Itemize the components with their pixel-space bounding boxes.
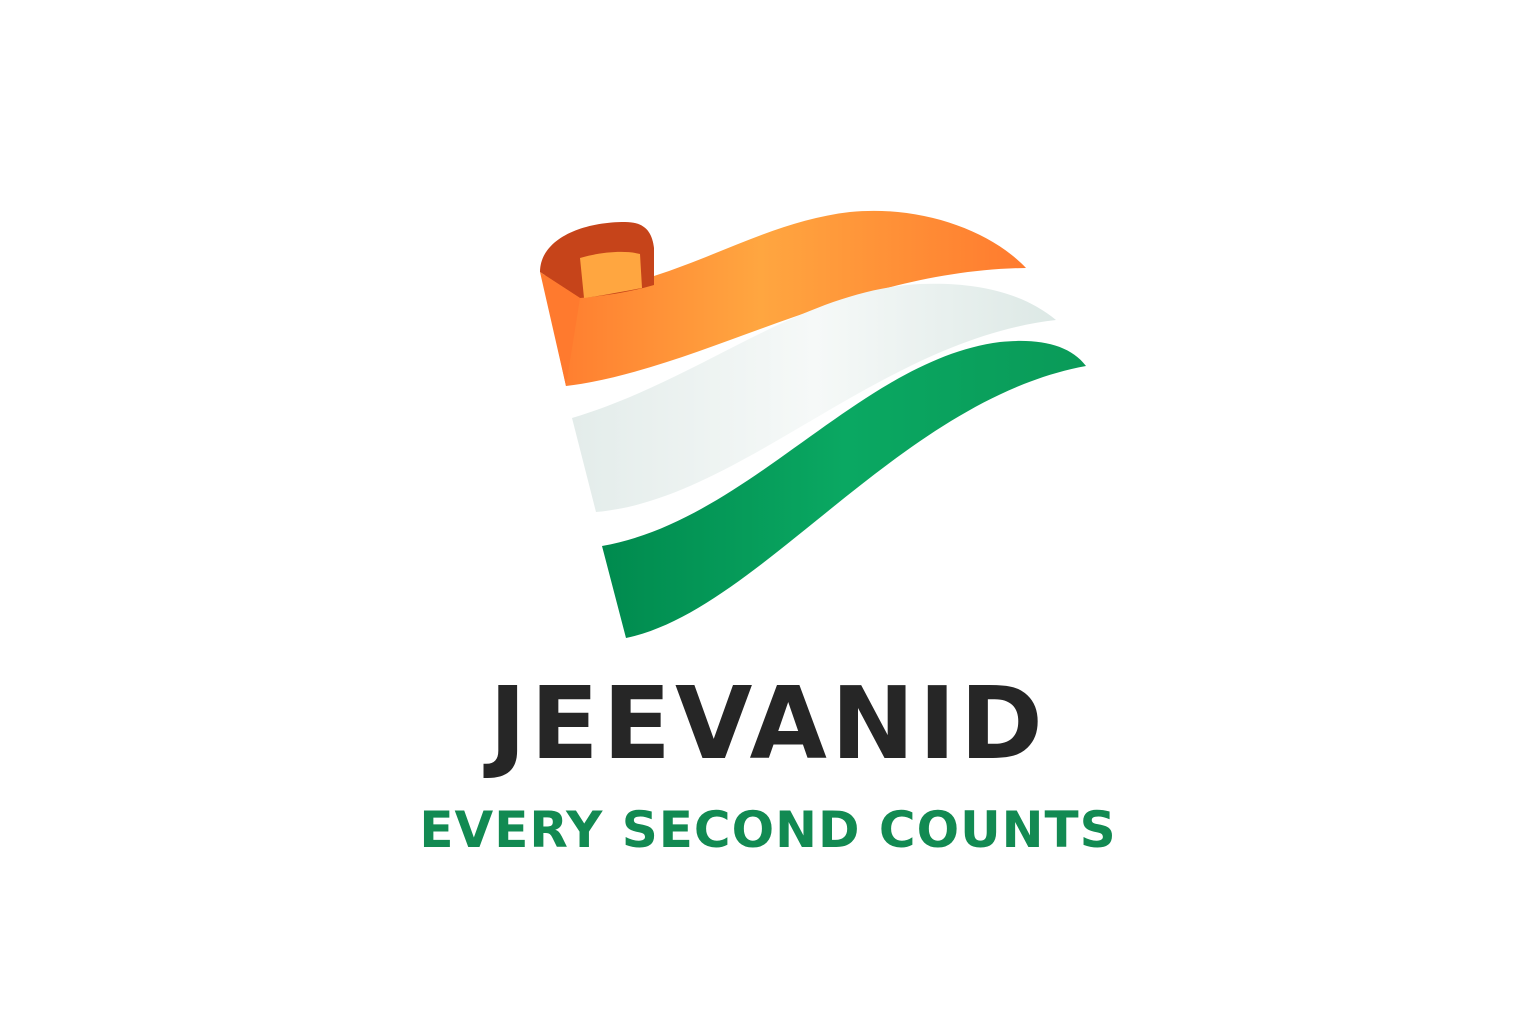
brand-name: JEEVANID <box>489 665 1047 782</box>
tagline: EVERY SECOND COUNTS <box>419 801 1117 859</box>
